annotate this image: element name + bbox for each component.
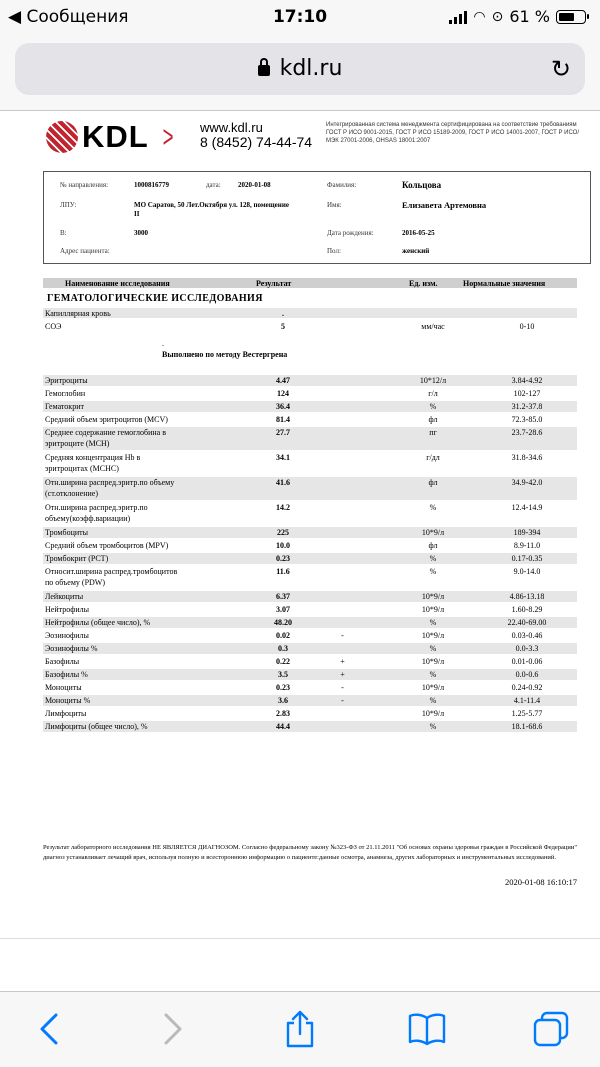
row-unit: % [429, 644, 437, 653]
row-result: 11.6 [276, 567, 290, 576]
row-unit: 10*12/л [419, 376, 447, 385]
row-norm: 22.40-69.00 [507, 618, 547, 627]
address-text-wrap [15, 56, 585, 81]
date-label: дата: [206, 181, 221, 189]
contact-info [200, 120, 312, 150]
row-name: Отн.ширина распред.эритр.по [45, 503, 148, 512]
row-name: Гемоглобин [45, 389, 86, 398]
row-flag: + [340, 657, 345, 666]
patient-name: Елизавета Артемовна [402, 200, 487, 210]
table-row [43, 375, 577, 386]
row-name: Среднее содержание гемоглобина в [45, 428, 166, 437]
back-button[interactable] [24, 1004, 74, 1054]
row-name: Тромбоциты [45, 528, 88, 537]
col-name: Наименование исследования [65, 279, 170, 288]
row-name: Относит.ширина распред.тромбоцитов [45, 567, 178, 576]
chevron-right-icon [162, 1012, 184, 1046]
chevron-left-icon [38, 1012, 60, 1046]
forward-button[interactable] [148, 1004, 198, 1054]
reload-icon[interactable]: ↻ [550, 56, 571, 83]
row-esr [43, 321, 577, 331]
row-name: Базофилы % [45, 670, 88, 679]
disclaimer: Результат лабораторного исследования НЕ ЯВЛЯЕТСЯ ДИАГНОЗОМ. Согласно федеральному закону №323-ФЗ от 21.11.2011 "Об основах охраны здоровья граждан в Российской Федерации" диагноз устанавливает лечащий врач, используя полную и всестороннюю информацию о пациенте:данные осмотра, анамнеза, других лабораторных и инструментальных исследований. [43, 844, 577, 861]
col-norm: Нормальные значения [463, 279, 546, 288]
row-norm: 23.7-28.6 [511, 428, 543, 437]
row-unit: 10*9/л [421, 592, 445, 601]
row-result: 124 [277, 389, 289, 398]
row-unit: мм/час [421, 322, 445, 331]
row-flag: - [341, 631, 344, 640]
row-result: 0.23 [276, 554, 290, 563]
in-value: 3000 [134, 229, 148, 237]
method-dot: . [162, 339, 164, 348]
row-result: 81.4 [276, 415, 290, 424]
lab-report [0, 111, 600, 961]
table-header [43, 278, 577, 288]
referral-number: 1000816779 [134, 181, 169, 189]
row-flag: - [341, 696, 344, 705]
orientation-lock-icon: ⊙ [491, 8, 504, 25]
row-norm: 1.25-5.77 [511, 709, 543, 718]
row-norm: 0.01-0.06 [511, 657, 543, 666]
row-name: Нейтрофилы [45, 605, 90, 614]
row-result: 41.6 [276, 478, 290, 487]
row-norm: 4.1-11.4 [513, 696, 541, 705]
address-label: Адрес пациента: [60, 247, 110, 255]
dob: 2016-05-25 [402, 229, 435, 237]
table-row [43, 414, 577, 425]
row-unit: % [429, 402, 437, 411]
brand-chevron-icon: > [162, 119, 174, 154]
row-norm: 18.1-68.6 [511, 722, 543, 731]
table-row [43, 682, 577, 693]
row-name-line2: по объему (PDW) [45, 578, 106, 587]
row-result: 27.7 [276, 428, 290, 437]
row-norm: 8.9-11.0 [513, 541, 541, 550]
row-norm: 9.0-14.0 [513, 567, 541, 576]
row-name: Лимфоциты (общее число), % [45, 722, 148, 731]
row-name: СОЭ [45, 322, 62, 331]
row-unit: 10*9/л [421, 709, 445, 718]
address-bar[interactable] [15, 43, 585, 95]
table-row [43, 452, 577, 475]
table-row [43, 427, 577, 450]
row-name: Тромбокрит (PCT) [45, 554, 109, 563]
table-row [43, 540, 577, 551]
row-name-line2: эритроцитах (MCHC) [45, 464, 119, 473]
row-norm: 102-127 [513, 389, 541, 398]
row-name: Средний объем эритроцитов (MCV) [45, 415, 168, 424]
patient-info-box [43, 171, 591, 264]
row-unit: % [429, 618, 437, 627]
kdl-logo-mark [46, 121, 78, 153]
row-unit: 10*9/л [421, 657, 445, 666]
lpu-label: ЛПУ: [60, 201, 77, 209]
surname-label: Фамилия: [327, 181, 357, 189]
row-result: 4.47 [276, 376, 290, 385]
share-button[interactable] [275, 1004, 325, 1054]
table-row [43, 695, 577, 706]
row-unit: фл [428, 478, 438, 487]
page-edge [0, 938, 600, 939]
referral-date: 2020-01-08 [238, 181, 271, 189]
battery-percent: 61 % [509, 7, 550, 26]
row-unit: г/л [428, 389, 438, 398]
row-result: 36.4 [276, 402, 290, 411]
row-norm: 31.8-34.6 [511, 453, 543, 462]
table-row [43, 708, 577, 719]
row-norm: 34.9-42.0 [511, 478, 543, 487]
row-norm: 12.4-14.9 [511, 503, 543, 512]
row-unit: % [429, 567, 437, 576]
row-name: Эозинофилы % [45, 644, 98, 653]
row-unit: 10*9/л [421, 605, 445, 614]
row-result: 44.4 [276, 722, 290, 731]
sex: женский [402, 247, 430, 255]
row-name: Капиллярная кровь [45, 309, 111, 318]
row-name: Гематокрит [45, 402, 84, 411]
referral-label: № направления: [60, 181, 109, 189]
row-result: 6.37 [276, 592, 290, 601]
row-unit: 10*9/л [421, 528, 445, 537]
row-name: Нейтрофилы (общее число), % [45, 618, 151, 627]
row-name: Средний объем тромбоцитов (MPV) [45, 541, 169, 550]
row-result: 0.23 [276, 683, 290, 692]
wifi-icon: ◠ [473, 8, 486, 25]
row-name: Лимфоциты [45, 709, 87, 718]
name-label: Имя: [327, 201, 342, 209]
row-unit: % [429, 503, 437, 512]
table-row [43, 669, 577, 680]
row-norm: 0-10 [519, 322, 535, 331]
brand-name: KDL [82, 119, 149, 154]
row-flag: + [340, 670, 345, 679]
row-name: Базофилы [45, 657, 80, 666]
lpu-line2: II [134, 210, 140, 218]
row-unit: 10*9/л [421, 683, 445, 692]
row-name: Отн.ширина распред.эритр.по объему [45, 478, 175, 487]
row-name: Лейкоциты [45, 592, 84, 601]
website: www.kdl.ru [200, 120, 263, 135]
row-norm: 0.17-0.35 [511, 554, 543, 563]
lpu-line1: МО Саратов, 50 Лет.Октября ул. 128, помещение [134, 201, 289, 209]
row-unit: пг [429, 428, 437, 437]
table-row [43, 527, 577, 538]
row-unit: % [429, 554, 437, 563]
row-unit: % [429, 696, 437, 705]
row-result: 0.22 [276, 657, 290, 666]
table-row [43, 502, 577, 525]
row-capillary [43, 308, 577, 318]
row-norm: 3.84-4.92 [511, 376, 543, 385]
safari-toolbar [0, 991, 600, 1067]
row-name: Эозинофилы [45, 631, 89, 640]
row-result: 0.3 [278, 644, 288, 653]
row-result: 10.0 [276, 541, 290, 550]
row-norm: 189-394 [513, 528, 541, 537]
section-title: ГЕМАТОЛОГИЧЕСКИЕ ИССЛЕДОВАНИЯ [47, 293, 263, 304]
row-unit: фл [428, 415, 438, 424]
table-row [43, 388, 577, 399]
row-result: 5 [281, 322, 285, 331]
row-result: 0.02 [276, 631, 290, 640]
url-text: kdl.ru [279, 56, 343, 81]
row-norm: 72.3-85.0 [511, 415, 543, 424]
row-name-line2: эритроците (MCH) [45, 439, 110, 448]
table-row [43, 604, 577, 615]
row-norm: 1.60-8.29 [511, 605, 543, 614]
certification-text: Интегрированная система менеджмента сертифицирована на соответствие требованиям ГОСТ Р ИСО 9001-2015, ГОСТ Р ИСО 15189-2009, ГОСТ Р ИСО 14001-2007, ГОСТ Р ИСО/МЭК 27001-2006, OHSAS 18001:2007 [326, 122, 580, 144]
row-unit: % [429, 722, 437, 731]
row-name: Средняя концентрация Hb в [45, 453, 141, 462]
tabs-button[interactable] [526, 1004, 576, 1054]
row-unit: г/дл [426, 453, 440, 462]
back-to-messages[interactable]: ◀ Сообщения [8, 7, 129, 27]
row-norm: 0.24-0.92 [511, 683, 543, 692]
table-row [43, 401, 577, 412]
row-unit: % [429, 670, 437, 679]
row-result: 3.07 [276, 605, 290, 614]
browser-address-area [0, 34, 600, 111]
table-row [43, 630, 577, 641]
row-result: 2.83 [276, 709, 290, 718]
bookmarks-button[interactable] [402, 1004, 452, 1054]
table-row [43, 721, 577, 732]
signal-icon [449, 10, 467, 24]
sex-label: Пол: [327, 247, 341, 255]
surname: Кольцова [402, 180, 442, 190]
row-norm: 0.0-3.3 [515, 644, 539, 653]
phone: 8 (8452) 74-44-74 [200, 134, 313, 150]
row-norm: 0.0-0.6 [515, 670, 539, 679]
battery-icon [556, 10, 586, 24]
row-unit: фл [428, 541, 438, 550]
row-unit: 10*9/л [421, 631, 445, 640]
table-row [43, 656, 577, 667]
row-name: Моноциты % [45, 696, 91, 705]
row-norm: 31.2-37.8 [511, 402, 543, 411]
method-note: Выполнено по методу Вестергрена [162, 350, 288, 359]
table-row [43, 591, 577, 602]
printed-at: 2020-01-08 16:10:17 [504, 877, 577, 887]
col-unit: Ед. изм. [409, 279, 438, 288]
dob-label: Дата рождения: [327, 229, 374, 237]
kdl-logo [46, 119, 177, 155]
table-row [43, 643, 577, 654]
tabs-icon [532, 1010, 570, 1048]
book-icon [407, 1012, 447, 1046]
row-name: Моноциты [45, 683, 82, 692]
table-row [43, 617, 577, 628]
table-row [43, 553, 577, 564]
row-result: 225 [277, 528, 289, 537]
status-bar [0, 0, 600, 34]
col-result: Результат [256, 279, 292, 288]
lock-icon [258, 65, 270, 76]
share-icon [283, 1009, 317, 1049]
table-row [43, 477, 577, 500]
row-flag: - [341, 683, 344, 692]
row-result: 3.5 [278, 670, 288, 679]
row-norm: 0.03-0.46 [511, 631, 543, 640]
in-label: В: [60, 229, 67, 237]
table-row [43, 566, 577, 589]
row-result: 14.2 [276, 503, 290, 512]
row-result: 48.20 [274, 618, 292, 627]
row-result: 34.1 [276, 453, 290, 462]
row-name-line2: объему(коэфф.вариации) [45, 514, 131, 523]
status-indicators [443, 7, 586, 26]
row-result: . [282, 309, 284, 318]
row-name: Эритроциты [45, 376, 88, 385]
clock: 17:10 [272, 7, 328, 27]
row-name-line2: (ст.отклонение) [45, 489, 98, 498]
row-result: 3.6 [278, 696, 288, 705]
row-norm: 4.86-13.18 [509, 592, 545, 601]
